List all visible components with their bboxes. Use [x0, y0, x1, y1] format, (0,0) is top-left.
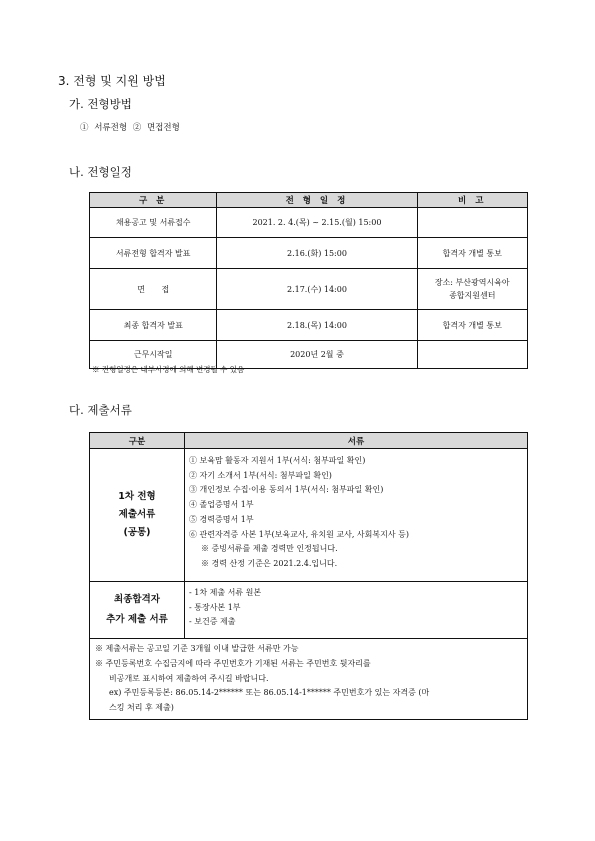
row-date: 2020년 2월 중	[217, 341, 417, 369]
header-category: 구분	[90, 433, 185, 449]
note-line: ※ 주민등록번호 수집금지에 따라 주민번호가 기재된 서류는 주민번호 뒷자리를	[95, 658, 371, 668]
row-label: 최종 합격자 발표	[90, 310, 217, 341]
label-line: (공통)	[123, 527, 151, 538]
note-line: 장소: 부산광역시육아	[434, 278, 510, 287]
list-item: ④ 졸업증명서 1부	[189, 500, 254, 510]
label-line: 최종합격자	[114, 594, 160, 605]
final-round-label	[90, 582, 185, 639]
table-row	[90, 310, 528, 341]
note-line: 종합지원센터	[449, 291, 496, 300]
table-header-row	[90, 193, 528, 208]
note-line: 스킹 처리 후 제출)	[109, 703, 174, 713]
row-date: 2.18.(목) 14:00	[217, 310, 417, 341]
first-round-list	[185, 449, 528, 582]
label-line: 제출서류	[118, 509, 156, 520]
row-note	[417, 341, 528, 369]
list-item: ③ 개인정보 수집·이용 동의서 1부(서식: 첨부파일 확인)	[189, 485, 384, 495]
header-schedule: 전 형 일 정	[217, 193, 417, 208]
subsection-a-title: 가. 전형방법	[69, 97, 132, 111]
row-note	[417, 269, 528, 310]
table-row	[90, 238, 528, 269]
header-documents: 서류	[185, 433, 528, 449]
first-round-label	[90, 449, 185, 582]
row-note	[417, 208, 528, 238]
note-line: ※ 제출서류는 공고일 기준 3개월 이내 발급한 서류만 가능	[95, 644, 299, 653]
table-row	[90, 582, 528, 639]
list-item: ※ 경력 산정 기준은 2021.2.4.입니다.	[201, 558, 338, 568]
schedule-table	[89, 192, 528, 369]
subsection-c-title: 다. 제출서류	[69, 403, 132, 417]
table-row	[90, 269, 528, 310]
row-label: 면 접	[90, 269, 217, 310]
note-line: 비공개로 표시하여 제출하여 주시길 바랍니다.	[109, 673, 269, 683]
documents-table	[89, 432, 528, 720]
table-header-row	[90, 433, 528, 449]
row-date: 2.16.(화) 15:00	[217, 238, 417, 269]
list-item: ※ 증빙서류를 제출 경력만 인정됩니다.	[201, 544, 338, 554]
final-round-list	[185, 582, 528, 639]
schedule-footnote: ※ 전형일정은 내부사정에 의해 변경될 수 있음	[92, 365, 245, 374]
label-line: 1차 전형	[118, 491, 156, 502]
section-title: 3. 전형 및 지원 방법	[58, 74, 166, 88]
row-date: 2.17.(수) 14:00	[217, 269, 417, 310]
list-item: - 통장사본 1부	[189, 602, 241, 612]
header-category: 구 분	[90, 193, 217, 208]
row-label: 서류전형 합격자 발표	[90, 238, 217, 269]
table-row	[90, 449, 528, 582]
label-line: 추가 제출 서류	[106, 614, 168, 625]
table-row	[90, 208, 528, 238]
list-item: - 보건증 제출	[189, 617, 236, 627]
row-note: 합격자 개별 통보	[417, 238, 528, 269]
list-item: ⑤ 경력증명서 1부	[189, 514, 254, 524]
submission-notes	[90, 639, 528, 720]
list-item: ① 보육맘 활동자 지원서 1부(서식: 첨부파일 확인)	[189, 456, 366, 465]
selection-methods: ① 서류전형 ② 면접전형	[80, 123, 180, 133]
list-item: ② 자기 소개서 1부(서식: 첨부파일 확인)	[189, 470, 332, 480]
table-row	[90, 639, 528, 720]
row-date: 2021. 2. 4.(목) ~ 2.15.(월) 15:00	[217, 208, 417, 238]
subsection-b-title: 나. 전형일정	[69, 165, 132, 179]
header-remarks: 비 고	[417, 193, 528, 208]
row-label: 채용공고 및 서류접수	[90, 208, 217, 238]
list-item: ⑥ 관련자격증 사본 1부(보육교사, 유치원 교사, 사회복지사 등)	[189, 529, 409, 539]
row-note: 합격자 개별 통보	[417, 310, 528, 341]
row-label: 근무시작일	[90, 341, 217, 369]
list-item: - 1차 제출 서류 원본	[189, 588, 262, 597]
note-line: ex) 주민등록등본: 86.05.14-2****** 또는 86.05.14-1****** 주민번호가 있는 자격증 (마	[109, 688, 430, 698]
